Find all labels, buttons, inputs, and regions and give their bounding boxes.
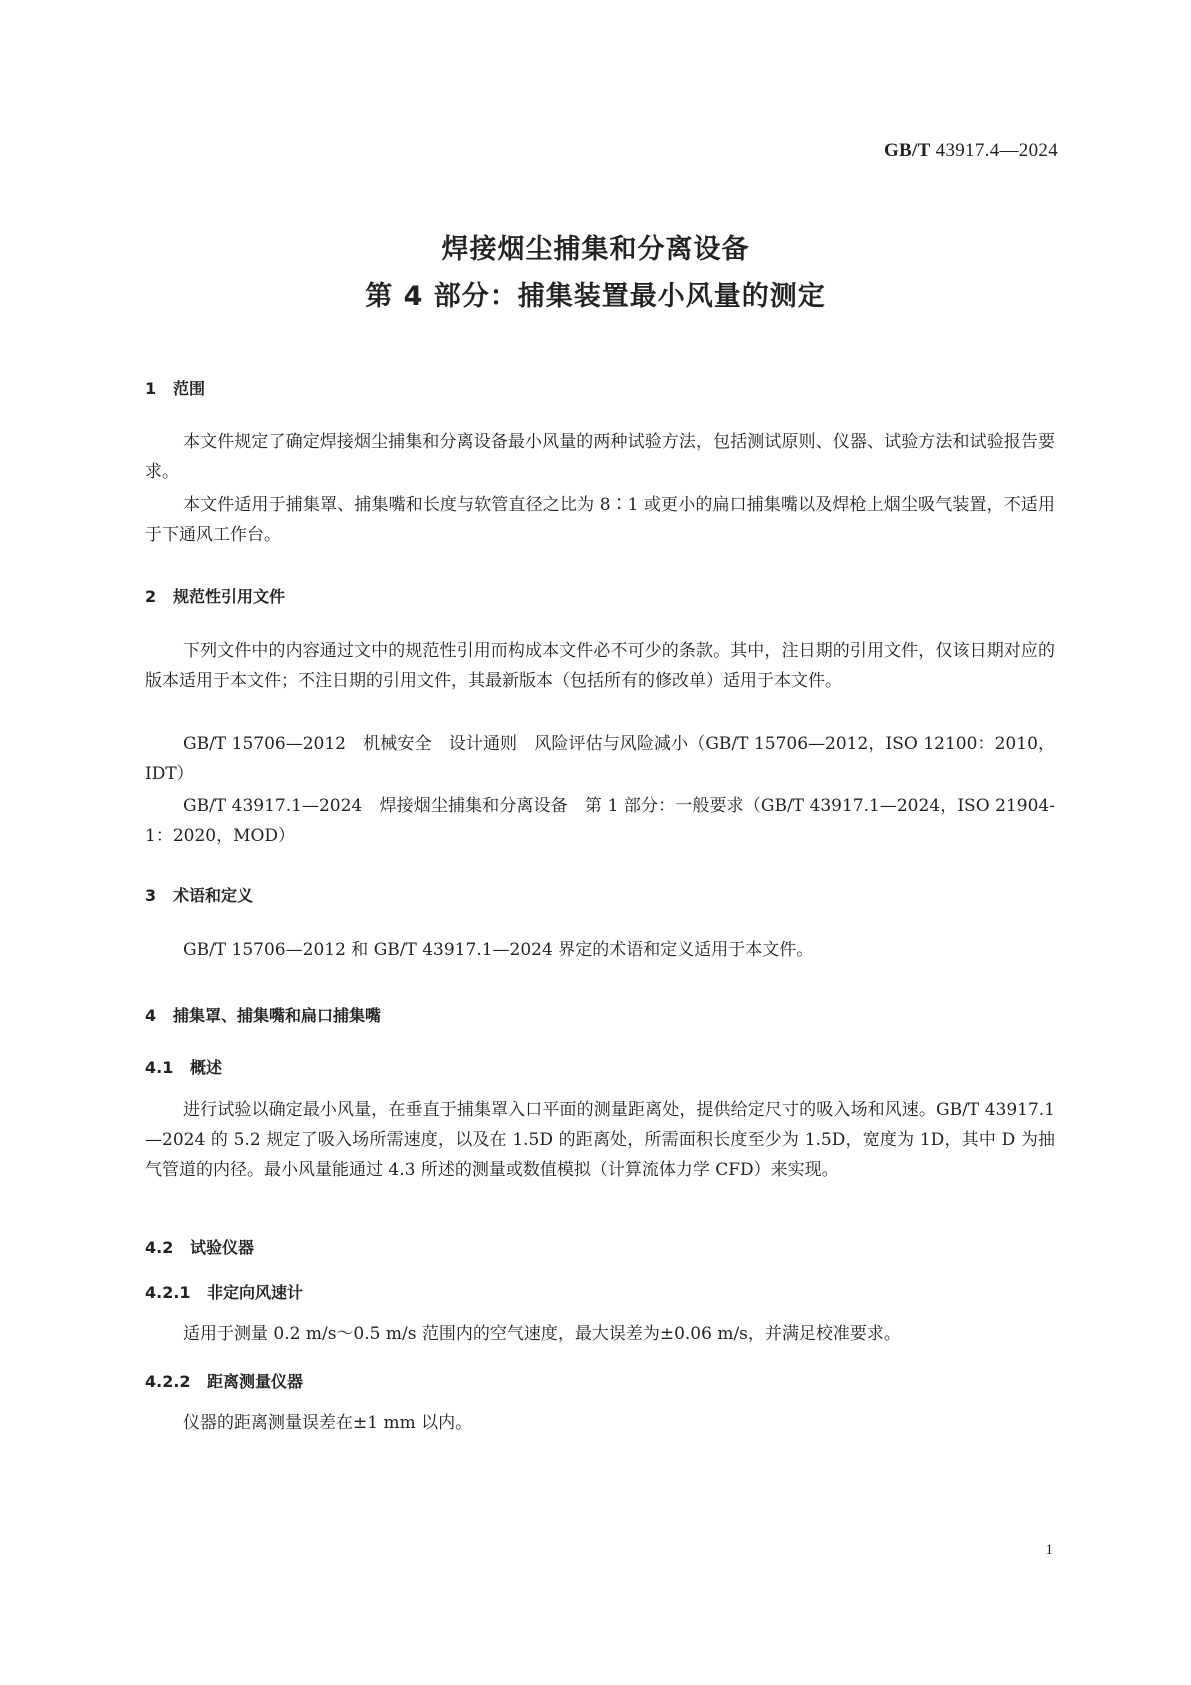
section-4-1-paragraph-1: 进行试验以确定最小风量，在垂直于捕集罩入口平面的测量距离处，提供给定尺寸的吸入场和风速。GB/T 43917.1—2024 的 5.2 规定了吸入场所需速度，以及在 1.5D 的距离处，所需面积长度至少为 1.5D，宽度为 1D，其中 D 为抽气管道的内径。最小风量能通过 4.3 所述的测量或数值模拟（计算流体力学 CFD）来实现。: [145, 1100, 1055, 1180]
section-number: 1: [145, 379, 157, 398]
section-3-heading: [145, 883, 253, 906]
section-title: 规范性引用文件: [173, 587, 286, 606]
section-number: 3: [145, 886, 157, 905]
section-4-1-heading: [145, 1055, 222, 1078]
section-1-paragraph-2: 本文件适用于捕集罩、捕集嘴和长度与软管直径之比为 8∶1 或更小的扁口捕集嘴以及焊枪上烟尘吸气装置，不适用于下通风工作台。: [145, 495, 1055, 545]
section-title: 距离测量仪器: [207, 1372, 304, 1391]
page-number: 1: [1045, 1542, 1053, 1558]
section-number: 4.1: [145, 1058, 174, 1077]
standard-number: 43917.4—2024: [935, 140, 1058, 161]
section-2-heading: [145, 584, 285, 607]
section-1-heading: [145, 376, 205, 399]
reference-gbt-43917-1: GB/T 43917.1—2024 焊接烟尘捕集和分离设备 第 1 部分：一般要求（GB/T 43917.1—2024，ISO 21904-1：2020，MOD）: [145, 796, 1055, 846]
reference-gbt-15706: GB/T 15706—2012 机械安全 设计通则 风险评估与风险减小（GB/T 15706—2012，ISO 12100：2010，IDT）: [145, 734, 1055, 784]
section-number: 4.2: [145, 1238, 174, 1257]
section-title: 非定向风速计: [207, 1283, 304, 1302]
standard-code: [884, 140, 1058, 162]
section-4-2-1-paragraph-1: 适用于测量 0.2 m/s～0.5 m/s 范围内的空气速度，最大误差为±0.06 m/s，并满足校准要求。: [183, 1324, 901, 1344]
section-2-paragraph-1: 下列文件中的内容通过文中的规范性引用而构成本文件必不可少的条款。其中，注日期的引用文件，仅该日期对应的版本适用于本文件；不注日期的引用文件，其最新版本（包括所有的修改单）适用于本文件。: [145, 641, 1055, 691]
section-title: 捕集罩、捕集嘴和扁口捕集嘴: [173, 1006, 382, 1025]
section-number: 4.2.1: [145, 1283, 191, 1302]
section-1-paragraph-1: 本文件规定了确定焊接烟尘捕集和分离设备最小风量的两种试验方法，包括测试原则、仪器、试验方法和试验报告要求。: [145, 432, 1055, 482]
section-3-paragraph-1: GB/T 15706—2012 和 GB/T 43917.1—2024 界定的术语和定义适用于本文件。: [183, 940, 814, 960]
section-title: 术语和定义: [173, 886, 254, 905]
section-number: 4: [145, 1006, 157, 1025]
section-number: 4.2.2: [145, 1372, 191, 1391]
section-title: 试验仪器: [190, 1238, 255, 1257]
section-4-heading: [145, 1003, 381, 1026]
section-title: 概述: [190, 1058, 223, 1077]
section-4-2-2-paragraph-1: 仪器的距离测量误差在±1 mm 以内。: [183, 1413, 473, 1433]
section-number: 2: [145, 587, 157, 606]
document-title-line1: 焊接烟尘捕集和分离设备: [441, 234, 750, 265]
section-title: 范围: [173, 379, 206, 398]
document-title-line2: 第 4 部分：捕集装置最小风量的测定: [365, 281, 826, 312]
standard-prefix: GB/T: [883, 140, 931, 161]
section-4-2-2-heading: [145, 1369, 303, 1392]
section-4-2-1-heading: [145, 1280, 303, 1303]
section-4-2-heading: [145, 1235, 254, 1258]
